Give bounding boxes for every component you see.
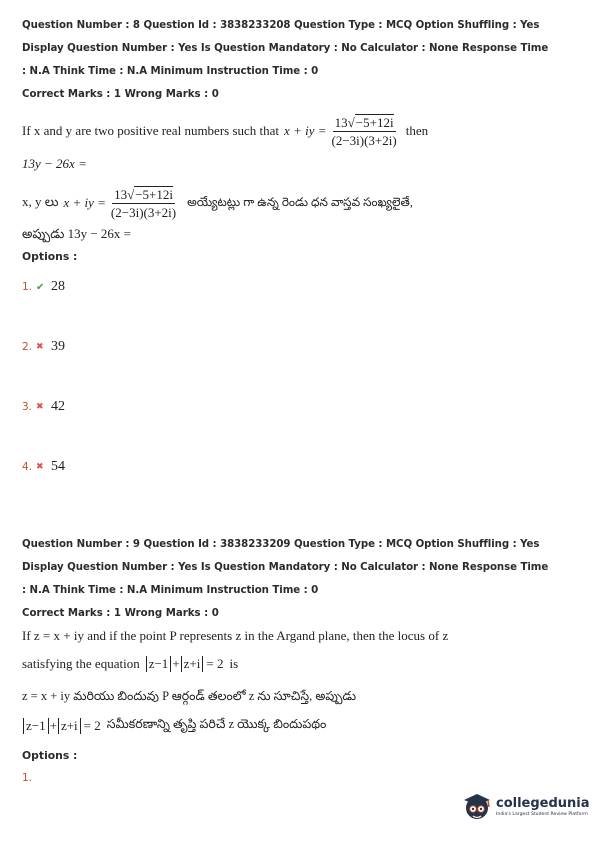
- logo-text: [496, 797, 590, 819]
- option-number: 4.: [22, 461, 33, 473]
- question-text-suffix: then: [405, 123, 429, 138]
- option-value: 54: [51, 459, 65, 474]
- meta-line: Question Number : 9 Question Id : 3838233209 Question Type : MCQ Option Shuffling : Yes: [22, 539, 540, 550]
- collegedunia-logo: [462, 788, 590, 828]
- question-8-options: [22, 277, 578, 477]
- fraction-numerator: 13√−5+12i: [334, 114, 394, 130]
- numerator-coefficient: 13: [114, 186, 128, 202]
- option-number: 1.: [22, 281, 33, 293]
- equation-rhs: = 2: [83, 718, 101, 733]
- wrong-cross-icon: ✖: [36, 462, 44, 472]
- options-label: Options :: [22, 250, 78, 263]
- correct-check-icon: ✔: [36, 281, 45, 293]
- numerator-radicand: −5+12i: [355, 114, 394, 130]
- question-8-marks: Correct Marks : 1 Wrong Marks : 0: [22, 89, 219, 100]
- equation-lhs: x + iy =: [284, 123, 327, 138]
- meta-line: : N.A Think Time : N.A Minimum Instruction Time : 0: [22, 585, 319, 596]
- question-9-marks: Correct Marks : 1 Wrong Marks : 0: [22, 608, 219, 619]
- option-number: 3.: [22, 401, 33, 413]
- graduate-mascot-icon: [462, 791, 492, 825]
- numerator-radicand: −5+12i: [135, 186, 173, 202]
- logo-tagline: India's Largest Student Review Platform: [496, 812, 588, 817]
- question-9-meta: [22, 533, 578, 602]
- telugu-equation-lhs: x + iy =: [63, 195, 106, 210]
- telugu-vars: x, y లు: [22, 193, 59, 209]
- option-2[interactable]: [22, 337, 578, 357]
- option-1[interactable]: [22, 277, 578, 297]
- question-8-english: [22, 110, 578, 152]
- fraction-numerator: 13√−5+12i: [114, 186, 173, 202]
- telugu-text: అయ్యేటట్లు గా ఉన్న రెండు ధన వాస్తవ సంఖ్యలైతే,: [187, 194, 413, 209]
- question-9-english-line2: [22, 653, 578, 675]
- option-number: 1.: [22, 772, 33, 784]
- option-number: 2.: [22, 341, 33, 353]
- question-9: [22, 533, 578, 788]
- option-3[interactable]: [22, 397, 578, 417]
- meta-line: Display Question Number : Yes Is Question Mandatory : No Calculator : None Response Time: [22, 562, 549, 573]
- abs-term-1: z−1: [146, 656, 172, 672]
- telugu-equation-fraction: [109, 187, 178, 220]
- plus-sign: +: [49, 718, 57, 733]
- telugu-text: సమీకరణాన్ని తృప్తి పరిచే z యొక్క బిందుపథం: [106, 717, 327, 731]
- question-9-telugu-line2: [22, 715, 578, 737]
- abs-term-2: z+i: [181, 656, 204, 672]
- plus-sign: +: [172, 656, 180, 671]
- option-value: 42: [51, 399, 65, 414]
- fraction-denominator: (2−3i)(3+2i): [110, 204, 177, 220]
- meta-line: Display Question Number : Yes Is Question Mandatory : No Calculator : None Response Time: [22, 43, 549, 54]
- wrong-cross-icon: ✖: [36, 402, 44, 412]
- option-4[interactable]: [22, 457, 578, 477]
- question-8: [22, 14, 578, 477]
- abs-term-1: z−1: [23, 718, 49, 734]
- question-text-suffix: is: [229, 656, 239, 671]
- logo-name: collegedunia: [496, 796, 590, 811]
- question-text: If x and y are two positive real numbers such that: [22, 123, 280, 138]
- abs-term-2: z+i: [58, 718, 81, 734]
- option-value: 39: [51, 339, 65, 354]
- wrong-cross-icon: ✖: [36, 342, 44, 352]
- question-9-telugu-line1: z = x + iy మరియు బిందువు P ఆర్గండ్ తలంలో z ను సూచిస్తే, అప్పుడు: [22, 689, 357, 703]
- meta-line: : N.A Think Time : N.A Minimum Instruction Time : 0: [22, 66, 319, 77]
- fraction-denominator: (2−3i)(3+2i): [331, 132, 397, 148]
- equation-fraction: [330, 115, 399, 148]
- meta-line: Question Number : 8 Question Id : 3838233208 Question Type : MCQ Option Shuffling : Yes: [22, 20, 540, 31]
- question-paper: [22, 14, 578, 788]
- question-8-telugu-expression: అప్పుడు 13y − 26x =: [22, 226, 131, 241]
- question-8-meta: [22, 14, 578, 83]
- numerator-coefficient: 13: [334, 114, 348, 130]
- equation-rhs: = 2: [206, 656, 224, 671]
- question-9-english-line1: If z = x + iy and if the point P represents z in the Argand plane, then the locus of z: [22, 628, 449, 643]
- question-8-telugu: [22, 182, 578, 224]
- question-8-expression: 13y − 26x =: [22, 156, 87, 171]
- options-label: Options :: [22, 749, 78, 762]
- option-value: 28: [51, 279, 65, 294]
- option-1[interactable]: [22, 768, 578, 788]
- question-text: satisfying the equation: [22, 656, 140, 671]
